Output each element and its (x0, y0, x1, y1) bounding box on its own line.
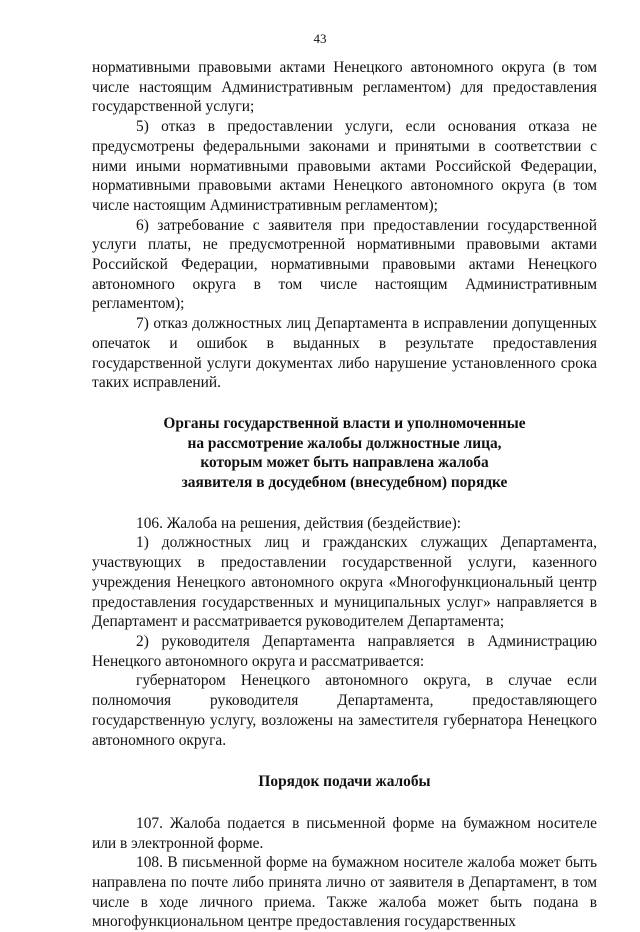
heading-line: на рассмотрение жалобы должностные лица, (187, 434, 502, 452)
paragraph: 6) затребование с заявителя при предоставлении государственной услуги платы, не предусмотренной нормативными правовыми актами Российской Федерации, нормативными правовыми актами Ненецкого автономного округа в том числе настоящим Административным регламентом); (92, 216, 597, 313)
paragraph: 106. Жалоба на решения, действия (бездействие): (136, 514, 462, 532)
paragraph: губернатором Ненецкого автономного округа, в случае если полномочия руководителя Департамента, предоставляющего государственную услугу, возложены на заместителя губернатора Ненецкого автономного округа. (92, 672, 597, 749)
paragraph: 1) должностных лиц и гражданских служащих Департамента, участвующих в предоставлении государственной услуги, казенного учреждения Ненецкого автономного округа «Многофункциональный центр предоставления государственных и муниципальных услуг» направляется в Департамент и рассматривается руководителем Департамента; (92, 534, 597, 631)
section-heading (92, 414, 597, 493)
paragraph: 2) руководителя Департамента направляется в Администрацию Ненецкого автономного округа и рассматривается: (92, 632, 597, 670)
document-body (92, 58, 597, 932)
heading-line: которым может быть направлена жалоба (200, 454, 489, 472)
spacer (92, 792, 597, 814)
section-heading: Порядок подачи жалобы (258, 773, 431, 791)
paragraph: 5) отказ в предоставлении услуги, если основания отказа не предусмотрены федеральными законами и принятыми в соответствии с ними иными нормативными правовыми актами Российской Федерации, нормативными правовыми актами Ненецкого автономного округа (в том числе настоящим Административным регламентом); (92, 118, 597, 214)
heading-line: заявителя в досудебном (внесудебном) порядке (181, 474, 508, 492)
paragraph: 108. В письменной форме на бумажном носителе жалоба может быть направлена по почте либо принята лично от заявителя в Департамент, в том числе в ходе личного приема. Также жалоба может быть подана в многофункциональном центре предоставления государственных (92, 854, 597, 931)
paragraph: 107. Жалоба подается в письменной форме на бумажном носителе или в электронной форме. (92, 814, 597, 852)
paragraph: 7) отказ должностных лиц Департамента в исправлении допущенных опечаток и ошибок в выданных в результате предоставления государственной услуги документах либо нарушение установленного срока таких исправлений. (92, 315, 597, 392)
spacer (92, 493, 597, 514)
paragraph: нормативными правовыми актами Ненецкого автономного округа (в том числе настоящим Административным регламентом) для предоставления государственной услуги; (92, 59, 597, 116)
spacer (92, 750, 597, 772)
heading-line: Органы государственной власти и уполномоченные (163, 414, 526, 432)
spacer (92, 393, 597, 414)
page-number: 43 (313, 31, 327, 46)
